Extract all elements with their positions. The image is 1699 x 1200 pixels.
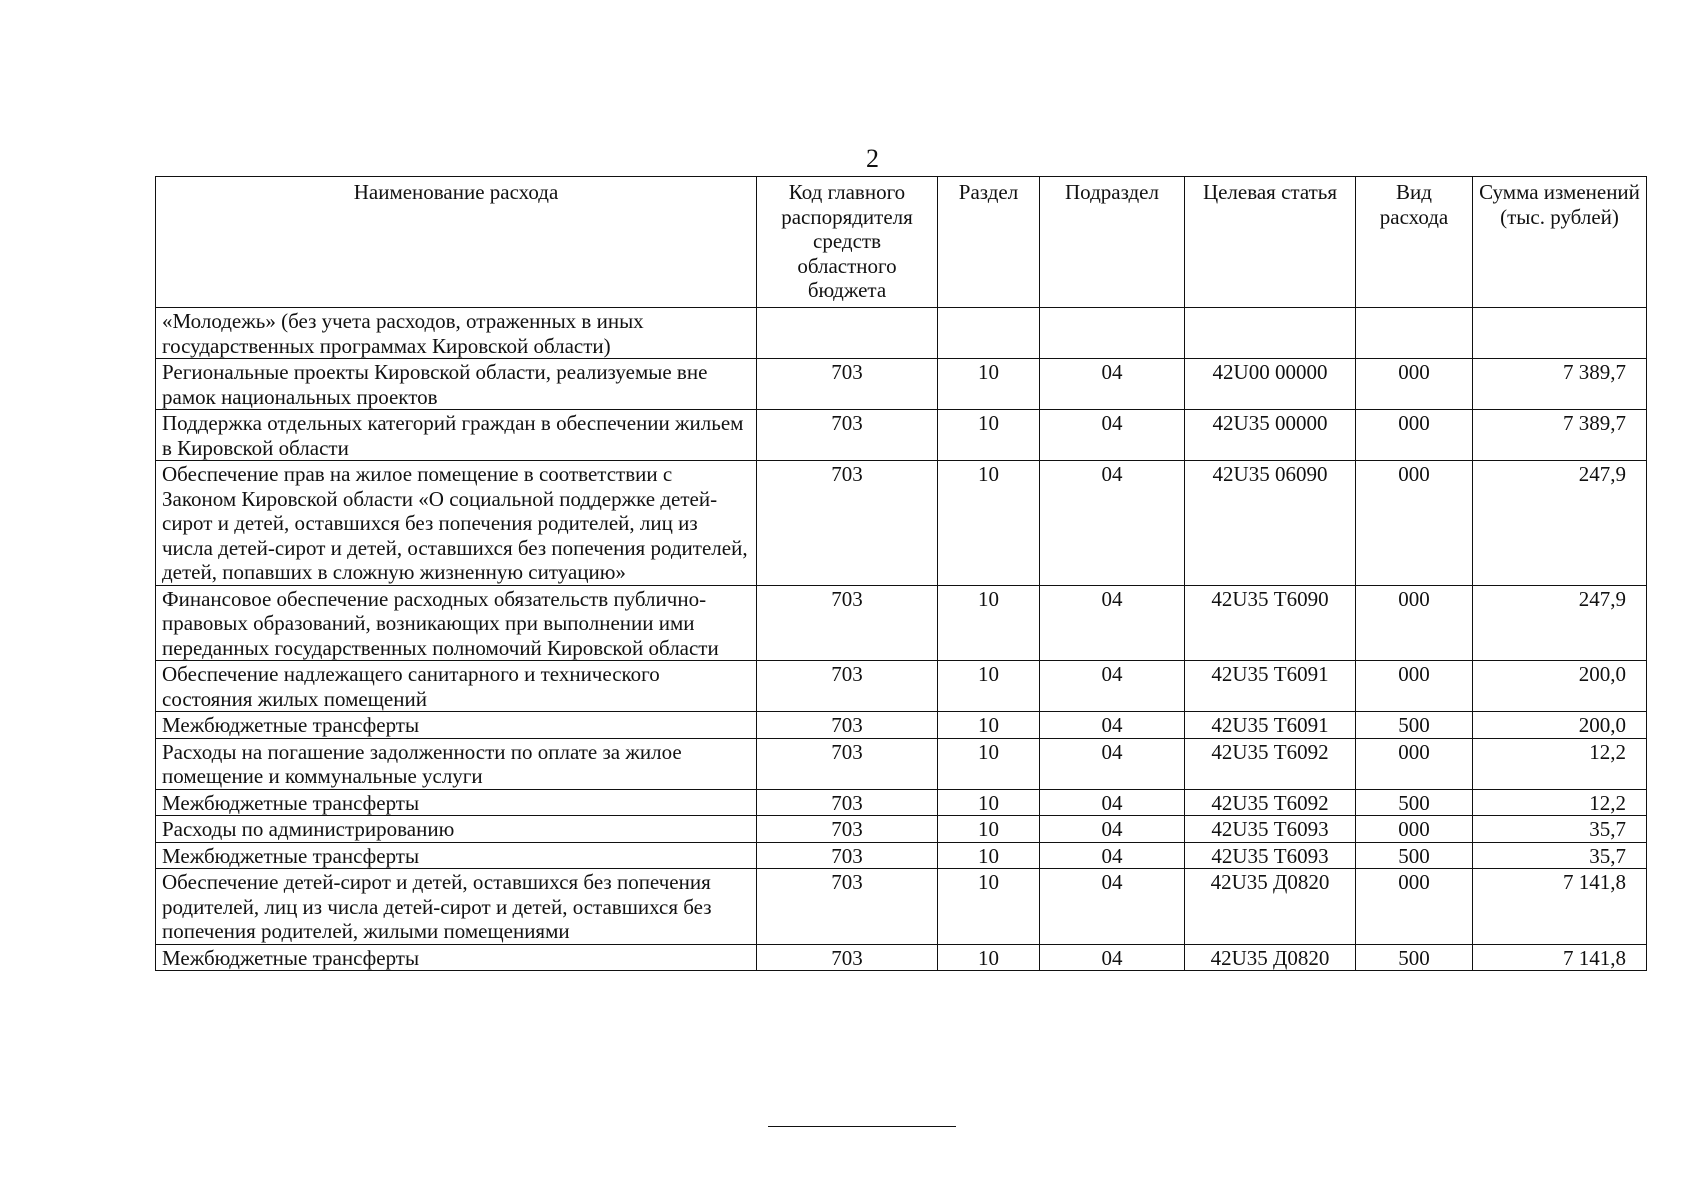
cell-type: 500 (1356, 842, 1473, 869)
cell-section: 10 (938, 410, 1040, 461)
cell-section: 10 (938, 585, 1040, 661)
table-row (156, 661, 1647, 712)
header-target: Целевая статья (1185, 177, 1356, 308)
table-row (156, 308, 1647, 359)
cell-code: 703 (757, 816, 938, 843)
cell-type: 500 (1356, 789, 1473, 816)
cell-name: Региональные проекты Кировской области, реализуемые вне рамок национальных проектов (156, 359, 757, 410)
cell-target: 42U35 Д0820 (1185, 869, 1356, 945)
cell-code: 703 (757, 461, 938, 586)
table-header-row (156, 177, 1647, 308)
table-row (156, 712, 1647, 739)
cell-sum: 7 141,8 (1473, 869, 1647, 945)
cell-code: 703 (757, 410, 938, 461)
cell-subsection: 04 (1040, 585, 1185, 661)
cell-name: Расходы на погашение задолженности по оплате за жилое помещение и коммунальные услуги (156, 738, 757, 789)
cell-sum: 200,0 (1473, 661, 1647, 712)
cell-code: 703 (757, 585, 938, 661)
header-sum: Сумма изменений (тыс. рублей) (1473, 177, 1647, 308)
header-code: Код главного распорядителя средств областного бюджета (757, 177, 938, 308)
cell-code: 703 (757, 738, 938, 789)
cell-subsection: 04 (1040, 816, 1185, 843)
table-row (156, 738, 1647, 789)
cell-target: 42U35 Т6091 (1185, 712, 1356, 739)
cell-subsection: 04 (1040, 944, 1185, 971)
cell-name: Обеспечение детей-сирот и детей, оставшихся без попечения родителей, лиц из числа детей-сирот и детей, оставшихся без попечения родителей, жилыми помещениями (156, 869, 757, 945)
cell-subsection (1040, 308, 1185, 359)
cell-code: 703 (757, 842, 938, 869)
cell-target: 42U35 Т6092 (1185, 738, 1356, 789)
cell-subsection: 04 (1040, 661, 1185, 712)
cell-sum: 200,0 (1473, 712, 1647, 739)
cell-name: Межбюджетные трансферты (156, 712, 757, 739)
table-row (156, 869, 1647, 945)
cell-type: 000 (1356, 816, 1473, 843)
table-row (156, 816, 1647, 843)
cell-name: Межбюджетные трансферты (156, 944, 757, 971)
cell-subsection: 04 (1040, 461, 1185, 586)
cell-name: «Молодежь» (без учета расходов, отраженных в иных государственных программах Кировской области) (156, 308, 757, 359)
cell-name: Межбюджетные трансферты (156, 842, 757, 869)
header-name: Наименование расхода (156, 177, 757, 308)
cell-name: Расходы по администрированию (156, 816, 757, 843)
cell-subsection: 04 (1040, 789, 1185, 816)
cell-sum: 12,2 (1473, 789, 1647, 816)
expenditure-table (155, 176, 1647, 971)
cell-section: 10 (938, 712, 1040, 739)
cell-section: 10 (938, 661, 1040, 712)
cell-sum: 12,2 (1473, 738, 1647, 789)
cell-target (1185, 308, 1356, 359)
cell-type: 000 (1356, 661, 1473, 712)
cell-subsection: 04 (1040, 410, 1185, 461)
cell-section: 10 (938, 738, 1040, 789)
header-type: Вид расхода (1356, 177, 1473, 308)
cell-type: 000 (1356, 869, 1473, 945)
header-section: Раздел (938, 177, 1040, 308)
table-row (156, 359, 1647, 410)
header-subsection: Подраздел (1040, 177, 1185, 308)
cell-target: 42U35 00000 (1185, 410, 1356, 461)
cell-type (1356, 308, 1473, 359)
cell-section (938, 308, 1040, 359)
cell-section: 10 (938, 944, 1040, 971)
cell-code (757, 308, 938, 359)
table-row (156, 944, 1647, 971)
cell-code: 703 (757, 661, 938, 712)
cell-name: Финансовое обеспечение расходных обязательств публично-правовых образований, возникающих при выполнении ими переданных государственных полномочий Кировской области (156, 585, 757, 661)
cell-sum: 7 389,7 (1473, 410, 1647, 461)
cell-type: 000 (1356, 585, 1473, 661)
cell-target: 42U00 00000 (1185, 359, 1356, 410)
cell-code: 703 (757, 789, 938, 816)
cell-target: 42U35 06090 (1185, 461, 1356, 586)
cell-name: Поддержка отдельных категорий граждан в обеспечении жильем в Кировской области (156, 410, 757, 461)
cell-target: 42U35 Т6090 (1185, 585, 1356, 661)
cell-section: 10 (938, 359, 1040, 410)
table-row (156, 842, 1647, 869)
cell-type: 000 (1356, 410, 1473, 461)
cell-target: 42U35 Т6093 (1185, 816, 1356, 843)
cell-name: Межбюджетные трансферты (156, 789, 757, 816)
cell-section: 10 (938, 789, 1040, 816)
cell-type: 000 (1356, 461, 1473, 586)
cell-sum: 7 141,8 (1473, 944, 1647, 971)
cell-target: 42U35 Д0820 (1185, 944, 1356, 971)
table-row (156, 461, 1647, 586)
cell-type: 000 (1356, 738, 1473, 789)
cell-code: 703 (757, 712, 938, 739)
cell-target: 42U35 Т6092 (1185, 789, 1356, 816)
cell-subsection: 04 (1040, 842, 1185, 869)
cell-sum (1473, 308, 1647, 359)
cell-section: 10 (938, 461, 1040, 586)
cell-code: 703 (757, 869, 938, 945)
cell-section: 10 (938, 816, 1040, 843)
cell-subsection: 04 (1040, 359, 1185, 410)
cell-type: 500 (1356, 712, 1473, 739)
table-row (156, 410, 1647, 461)
cell-sum: 247,9 (1473, 461, 1647, 586)
cell-section: 10 (938, 842, 1040, 869)
cell-target: 42U35 Т6093 (1185, 842, 1356, 869)
page-number: 2 (866, 144, 879, 173)
cell-subsection: 04 (1040, 869, 1185, 945)
table-row (156, 585, 1647, 661)
table-row (156, 789, 1647, 816)
cell-type: 000 (1356, 359, 1473, 410)
cell-subsection: 04 (1040, 712, 1185, 739)
cell-sum: 7 389,7 (1473, 359, 1647, 410)
cell-name: Обеспечение прав на жилое помещение в соответствии с Законом Кировской области «О социальной поддержке детей-сирот и детей, оставшихся без попечения родителей, лиц из числа детей-сирот и детей, оставшихся без попечения родителей, детей, попавших в сложную жизненную ситуацию» (156, 461, 757, 586)
cell-target: 42U35 Т6091 (1185, 661, 1356, 712)
cell-sum: 247,9 (1473, 585, 1647, 661)
cell-subsection: 04 (1040, 738, 1185, 789)
cell-sum: 35,7 (1473, 842, 1647, 869)
cell-code: 703 (757, 359, 938, 410)
cell-sum: 35,7 (1473, 816, 1647, 843)
cell-name: Обеспечение надлежащего санитарного и технического состояния жилых помещений (156, 661, 757, 712)
cell-code: 703 (757, 944, 938, 971)
closing-divider (768, 1126, 956, 1127)
cell-type: 500 (1356, 944, 1473, 971)
cell-section: 10 (938, 869, 1040, 945)
